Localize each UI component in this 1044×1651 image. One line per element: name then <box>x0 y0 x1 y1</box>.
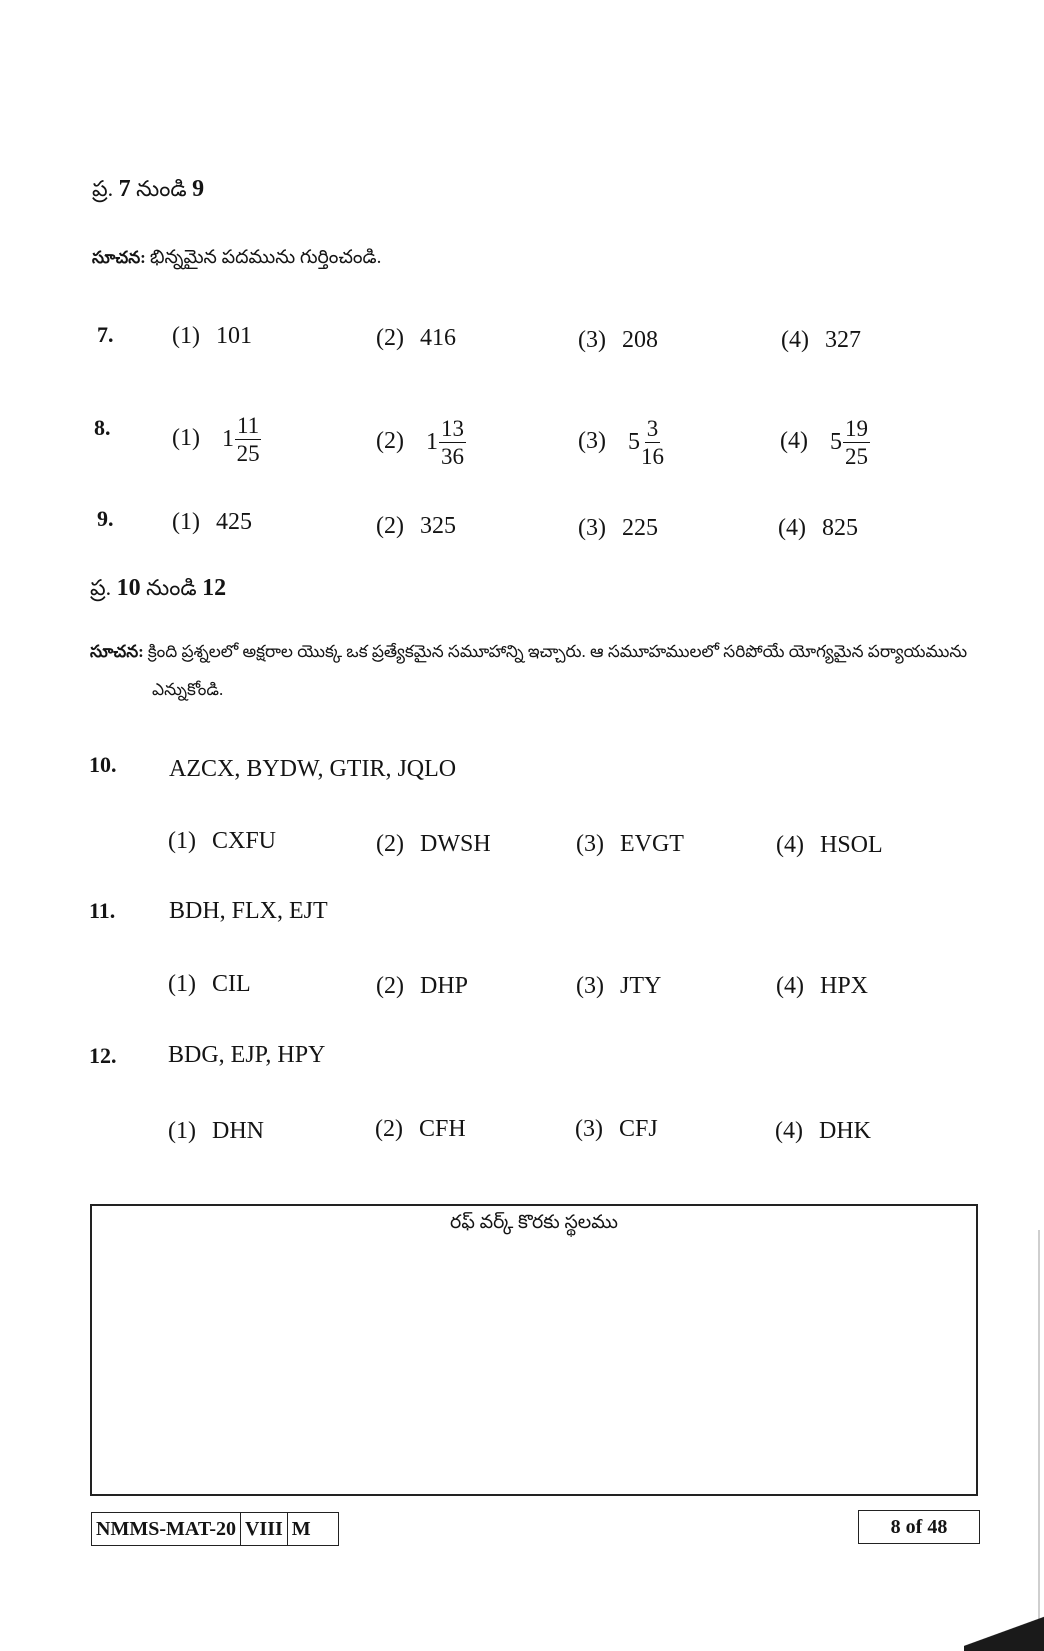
q8-option-2[interactable] <box>376 415 466 470</box>
option-number: (3) <box>576 973 604 999</box>
instruction-1 <box>92 247 381 273</box>
section-header-7-9 <box>92 176 204 207</box>
fraction-numerator: 19 <box>844 416 868 441</box>
question-10-stem: AZCX, BYDW, GTIR, JQLO <box>169 756 457 782</box>
option-value: 825 <box>821 515 858 541</box>
fraction-whole: 1 <box>425 429 438 455</box>
q9-option-3[interactable] <box>578 515 658 542</box>
section-prefix: ప్ర. <box>90 575 112 600</box>
option-value: 101 <box>215 323 252 349</box>
mixed-fraction <box>222 412 261 467</box>
option-number: (1) <box>168 828 196 854</box>
section-prefix: ప్ర. <box>92 176 114 201</box>
q9-option-4[interactable] <box>778 515 858 542</box>
fraction-denominator: 25 <box>236 441 260 466</box>
footer-exam-code <box>91 1512 339 1546</box>
exam-medium: M <box>291 1518 311 1540</box>
fraction-denominator: 25 <box>844 444 868 469</box>
q10-option-1[interactable] <box>168 828 276 855</box>
exam-code: NMMS-MAT-20 <box>92 1513 241 1545</box>
option-number: (2) <box>376 831 404 857</box>
option-value: CFH <box>418 1116 466 1142</box>
fraction-denominator: 16 <box>640 444 664 469</box>
question-8-number: 8. <box>94 415 111 440</box>
mixed-fraction <box>426 415 466 470</box>
option-value: 425 <box>215 509 252 535</box>
q10-option-3[interactable] <box>576 831 684 858</box>
q7-option-4[interactable] <box>781 327 861 354</box>
option-number: (2) <box>376 428 404 455</box>
question-12-number: 12. <box>89 1043 117 1068</box>
section-header-10-12 <box>90 575 226 606</box>
option-value: HPX <box>819 973 868 999</box>
instruction-text-line2: ఎన్నుకోండి. <box>152 680 224 699</box>
option-value: 208 <box>621 327 658 353</box>
q8-option-1[interactable] <box>172 412 261 467</box>
instruction-text: భిన్నమైన పదమును గుర్తించండి. <box>149 247 382 268</box>
option-number: (4) <box>776 973 804 999</box>
instruction-text-line1: క్రింది ప్రశ్నలలో అక్షరాల యొక్క ఒక ప్రత్యేకమైన సమూహాన్ని ఇచ్చారు. ఆ సమూహములలో సరిపోయే యోగ్యమైన పర్యాయమును <box>147 642 968 661</box>
page-corner-shadow <box>964 1611 1044 1651</box>
instruction-label: సూచన: <box>90 642 144 661</box>
exam-class: VIII <box>241 1513 288 1545</box>
q7-option-3[interactable] <box>578 327 658 354</box>
option-value: DWSH <box>419 831 491 857</box>
question-12-stem: BDG, EJP, HPY <box>168 1042 326 1068</box>
option-number: (1) <box>172 425 200 452</box>
option-number: (3) <box>578 515 606 541</box>
q9-option-1[interactable] <box>172 509 252 536</box>
q11-option-3[interactable] <box>576 973 661 1000</box>
q12-option-1[interactable] <box>168 1118 264 1145</box>
option-value: 225 <box>621 515 658 541</box>
option-number: (1) <box>172 509 200 535</box>
question-11-number: 11. <box>89 898 116 923</box>
option-number: (1) <box>172 323 200 349</box>
section-end: 9 <box>192 176 205 202</box>
option-number: (4) <box>778 515 806 541</box>
option-value: DHP <box>419 973 468 999</box>
option-number: (1) <box>168 1118 196 1144</box>
option-value: 325 <box>419 513 456 539</box>
option-number: (3) <box>578 428 606 455</box>
section-start: 7 <box>118 176 131 202</box>
question-10-number: 10. <box>89 752 117 777</box>
option-number: (4) <box>775 1118 803 1144</box>
option-number: (2) <box>376 325 404 351</box>
question-7-number: 7. <box>97 322 114 347</box>
q10-option-2[interactable] <box>376 831 491 858</box>
fraction-numerator: 3 <box>646 416 659 441</box>
fraction-numerator: 13 <box>440 416 464 441</box>
q11-option-4[interactable] <box>776 973 868 1000</box>
section-start: 10 <box>116 575 141 601</box>
section-middle: నుండి <box>146 575 197 600</box>
fraction-whole: 5 <box>829 429 842 455</box>
q12-option-4[interactable] <box>775 1118 871 1145</box>
option-number: (4) <box>780 428 808 455</box>
option-value: CXFU <box>211 828 277 854</box>
option-value: 327 <box>824 327 861 353</box>
question-11-stem: BDH, FLX, EJT <box>169 898 328 924</box>
q8-option-3[interactable] <box>578 415 664 470</box>
fraction-whole: 1 <box>221 426 234 452</box>
option-number: (4) <box>781 327 809 353</box>
instruction-label: సూచన: <box>92 248 146 267</box>
option-value: 416 <box>419 325 456 351</box>
fraction-denominator: 36 <box>440 444 464 469</box>
q10-option-4[interactable] <box>776 832 883 859</box>
rough-work-box <box>90 1204 978 1496</box>
option-value: JTY <box>619 973 662 999</box>
option-number: (4) <box>776 832 804 858</box>
option-number: (2) <box>375 1116 403 1142</box>
section-middle: నుండి <box>136 176 187 201</box>
fraction-whole: 5 <box>627 429 640 455</box>
option-value: HSOL <box>819 832 883 858</box>
instruction-2 <box>90 642 967 666</box>
option-number: (1) <box>168 971 196 997</box>
q9-option-2[interactable] <box>376 513 456 540</box>
q11-option-2[interactable] <box>376 973 468 1000</box>
page-number: 8 of 48 <box>858 1510 980 1544</box>
option-value: CIL <box>211 971 251 997</box>
option-number: (3) <box>575 1116 603 1142</box>
option-value: DHK <box>818 1118 871 1144</box>
option-number: (3) <box>578 327 606 353</box>
page-edge-line <box>1038 1230 1040 1630</box>
q11-option-1[interactable] <box>168 971 251 998</box>
option-number: (2) <box>376 513 404 539</box>
option-value: EVGT <box>619 831 684 857</box>
mixed-fraction <box>830 415 870 470</box>
q7-option-1[interactable] <box>172 323 252 350</box>
q12-option-2[interactable] <box>375 1116 466 1143</box>
option-value: DHN <box>211 1118 264 1144</box>
option-number: (3) <box>576 831 604 857</box>
q12-option-3[interactable] <box>575 1116 658 1143</box>
q7-option-2[interactable] <box>376 325 456 352</box>
mixed-fraction <box>628 415 664 470</box>
option-value: CFJ <box>618 1116 658 1142</box>
rough-work-title: రఫ్ వర్క్ కొరకు స్థలము <box>450 1212 618 1233</box>
question-9-number: 9. <box>97 506 114 531</box>
section-end: 12 <box>202 575 227 601</box>
option-number: (2) <box>376 973 404 999</box>
q8-option-4[interactable] <box>780 415 870 470</box>
fraction-numerator: 11 <box>236 413 260 438</box>
